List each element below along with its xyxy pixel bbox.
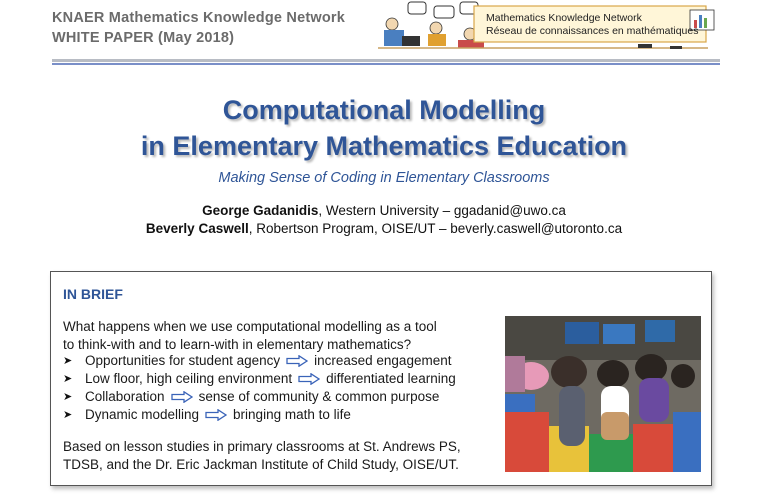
item-right: differentiated learning xyxy=(326,371,456,386)
author-name: George Gadanidis xyxy=(202,203,319,218)
item-left: Low floor, high ceiling environment xyxy=(85,371,293,386)
in-brief-heading: IN BRIEF xyxy=(63,286,123,302)
title-line-1: Computational Modelling xyxy=(222,95,546,125)
author-affiliation: , Western University – ggadanid@uwo.ca xyxy=(318,203,566,218)
document-title xyxy=(0,92,768,164)
list-item xyxy=(63,370,456,388)
arrowhead-bullet-icon: ➤ xyxy=(63,373,73,385)
list-item xyxy=(63,388,456,406)
in-brief-box xyxy=(50,271,712,486)
footer-line-2: TDSB, and the Dr. Eric Jackman Institute of Child Study, OISE/UT. xyxy=(63,457,459,472)
question-line-2: to think-with and to learn-with in elementary mathematics? xyxy=(63,336,412,352)
arrowhead-bullet-icon: ➤ xyxy=(63,409,73,421)
document-header xyxy=(52,8,345,48)
item-right: increased engagement xyxy=(314,353,452,368)
question-line-1: What happens when we use computational modelling as a tool xyxy=(63,319,437,334)
item-left: Collaboration xyxy=(85,389,165,404)
right-arrow-icon xyxy=(171,391,193,403)
arrowhead-bullet-icon: ➤ xyxy=(63,355,73,367)
classroom-photo xyxy=(505,316,701,472)
document-subtitle: Making Sense of Coding in Elementary Classrooms xyxy=(218,170,550,186)
item-left: Opportunities for student agency xyxy=(85,353,281,368)
author-line-1 xyxy=(0,203,768,218)
in-brief-footer xyxy=(63,438,503,474)
banner xyxy=(378,0,724,58)
banner-english: Mathematics Knowledge Network xyxy=(486,12,642,24)
right-arrow-icon xyxy=(298,373,320,385)
network-name: KNAER Mathematics Knowledge Network xyxy=(52,10,346,26)
arrowhead-bullet-icon: ➤ xyxy=(63,391,73,403)
author-affiliation: , Robertson Program, OISE/UT – beverly.caswell@utoronto.ca xyxy=(248,221,623,236)
title-line-2: in Elementary Mathematics Education xyxy=(140,131,628,161)
in-brief-question xyxy=(63,318,503,353)
item-left: Dynamic modelling xyxy=(85,407,200,422)
header-rule-blue xyxy=(52,63,720,65)
item-right: sense of community & common purpose xyxy=(198,389,440,404)
list-item xyxy=(63,352,456,370)
right-arrow-icon xyxy=(286,355,308,367)
in-brief-list xyxy=(63,352,456,424)
footer-line-1: Based on lesson studies in primary classrooms at St. Andrews PS, xyxy=(63,439,461,454)
banner-french: Réseau de connaissances en mathématiques xyxy=(486,25,699,37)
header-rule-gray xyxy=(52,59,720,62)
paper-type: WHITE PAPER (May 2018) xyxy=(52,30,235,46)
author-line-2 xyxy=(0,221,768,236)
author-name: Beverly Caswell xyxy=(145,221,249,236)
right-arrow-icon xyxy=(205,409,227,421)
item-right: bringing math to life xyxy=(233,407,351,422)
list-item xyxy=(63,406,456,424)
banner-text xyxy=(486,12,698,38)
